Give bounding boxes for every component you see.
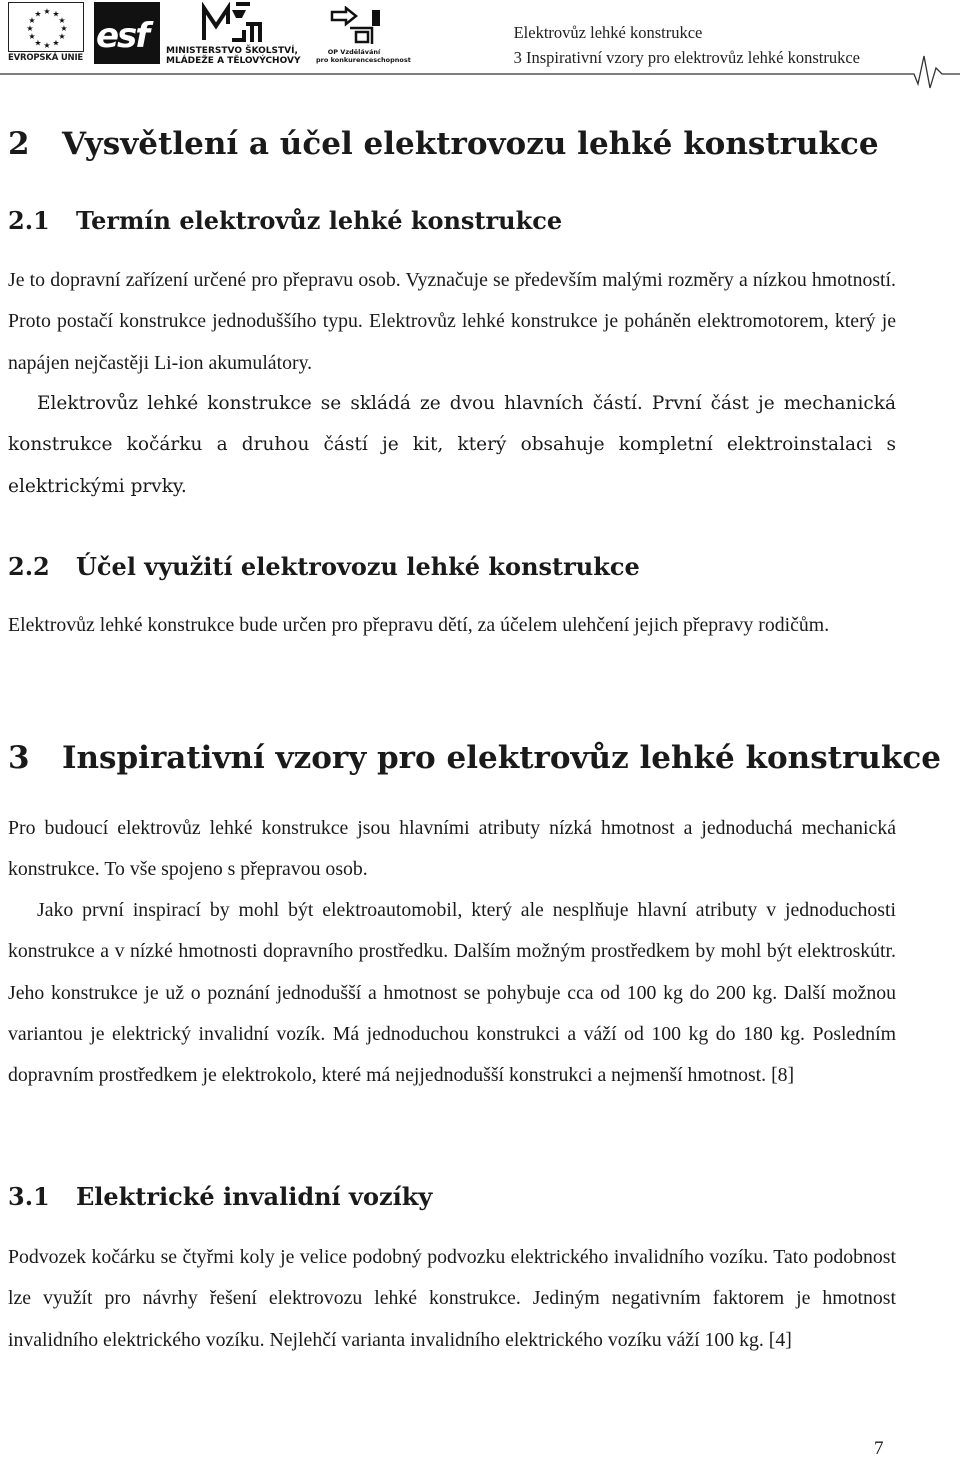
msmt-label-line1: MINISTERSTVO ŠKOLSTVÍ, bbox=[166, 46, 298, 56]
op-mark-icon bbox=[326, 6, 384, 46]
svg-text:★: ★ bbox=[60, 24, 68, 33]
eu-flag-icon bbox=[8, 2, 84, 52]
eu-label: EVROPSKÁ UNIE bbox=[8, 53, 84, 63]
running-title-chapter: 3 Inspirativní vzory pro elektrovůz lehké konstrukce bbox=[513, 48, 860, 67]
page-number: 7 bbox=[874, 1438, 884, 1459]
subsection-heading-3-1 bbox=[8, 1182, 432, 1211]
subsection-title: Účel využití elektrovozu lehké konstrukce bbox=[76, 552, 640, 581]
subsection-heading-2-2 bbox=[8, 552, 640, 581]
header-rule-icon bbox=[0, 50, 960, 90]
page-header bbox=[0, 0, 960, 90]
paragraph: Je to dopravní zařízení určené pro přepravu osob. Vyznačuje se především malými rozměry a nízkou hmotností. Proto postačí konstrukce jednoduššího typu. Elektrovůz lehké konstrukce je poháněn elektromotorem, který je napájen nejčastěji Li-ion akumulátory. bbox=[8, 269, 896, 374]
svg-text:★: ★ bbox=[28, 32, 36, 41]
svg-text:★: ★ bbox=[58, 32, 66, 41]
section-title: Inspirativní vzory pro elektrovůz lehké konstrukce bbox=[62, 740, 941, 776]
op-label-line1: OP Vzdělávání bbox=[327, 48, 381, 56]
esf-label: esf bbox=[96, 16, 149, 56]
svg-text:★: ★ bbox=[43, 41, 51, 50]
subsection-title: Elektrické invalidní vozíky bbox=[76, 1182, 433, 1211]
subsection-heading-2-1 bbox=[8, 206, 562, 235]
svg-text:★: ★ bbox=[34, 38, 42, 48]
section-heading-3 bbox=[8, 740, 941, 776]
svg-text:★: ★ bbox=[43, 7, 51, 16]
svg-text:★: ★ bbox=[52, 38, 60, 48]
msmt-mark-icon bbox=[202, 2, 266, 44]
svg-text:★: ★ bbox=[52, 9, 60, 19]
section-heading-2 bbox=[8, 126, 879, 162]
paragraph: Jako první inspirací by mohl být elektroautomobil, který ale nesplňuje hlavní atributy v jednoduchosti konstrukce a v nízké hmotnosti dopravního prostředku. Dalším možným prostředkem by mohl být elektroskútr. Jeho konstrukce je už o poznání jednodušší a hmotnost se pohybuje cca od 100 kg do 200 kg. Další možnou variantou je elektrický invalidní vozík. Má jednoduchou konstrukci a váží od 100 kg do 180 kg. Posledním dopravním prostředkem je elektrokolo, které má nejjednodušší konstrukci a nejmenší hmotnost. [8] bbox=[8, 899, 896, 1087]
subsection-number: 2.1 bbox=[8, 206, 50, 235]
svg-text:★: ★ bbox=[28, 16, 36, 25]
section-number: 2 bbox=[8, 126, 30, 162]
svg-text:★: ★ bbox=[26, 24, 34, 33]
paragraph: Pro budoucí elektrovůz lehké konstrukce jsou hlavními atributy nízká hmotnost a jednoduchá mechanická konstrukce. To vše spojeno s přepravou osob. bbox=[8, 817, 896, 881]
paragraph: Podvozek kočárku se čtyřmi koly je velice podobný podvozku elektrického invalidního vozíku. Tato podobnost lze využít pro návrhy řešení elektrovozu lehké konstrukce. Jediným negativním faktorem je hmotnost invalidního elektrického vozíku. Nejlehčí varianta invalidního elektrického vozíku váží 100 kg. [4] bbox=[8, 1246, 896, 1351]
section-title: Vysvětlení a účel elektrovozu lehké konstrukce bbox=[62, 126, 879, 162]
section-number: 3 bbox=[8, 740, 30, 776]
running-title-book: Elektrovůz lehké konstrukce bbox=[513, 23, 703, 42]
msmt-label-line2: MLÁDEŽE A TĚLOVÝCHOVY bbox=[166, 56, 301, 66]
paragraph: Elektrovůz lehké konstrukce se skládá ze dvou hlavních částí. První část je mechanická konstrukce kočárku a druhou částí je kit, který obsahuje kompletní elektroinstalaci s elektrickými prvky. bbox=[8, 393, 896, 497]
subsection-number: 3.1 bbox=[8, 1182, 50, 1211]
svg-text:★: ★ bbox=[34, 9, 42, 19]
op-label-line2: pro konkurenceschopnost bbox=[316, 56, 411, 64]
subsection-title: Termín elektrovůz lehké konstrukce bbox=[76, 206, 563, 235]
svg-text:★: ★ bbox=[58, 16, 66, 25]
subsection-number: 2.2 bbox=[8, 552, 50, 581]
paragraph: Elektrovůz lehké konstrukce bude určen pro přepravu dětí, za účelem ulehčení jejich přepravy rodičům. bbox=[8, 614, 830, 636]
